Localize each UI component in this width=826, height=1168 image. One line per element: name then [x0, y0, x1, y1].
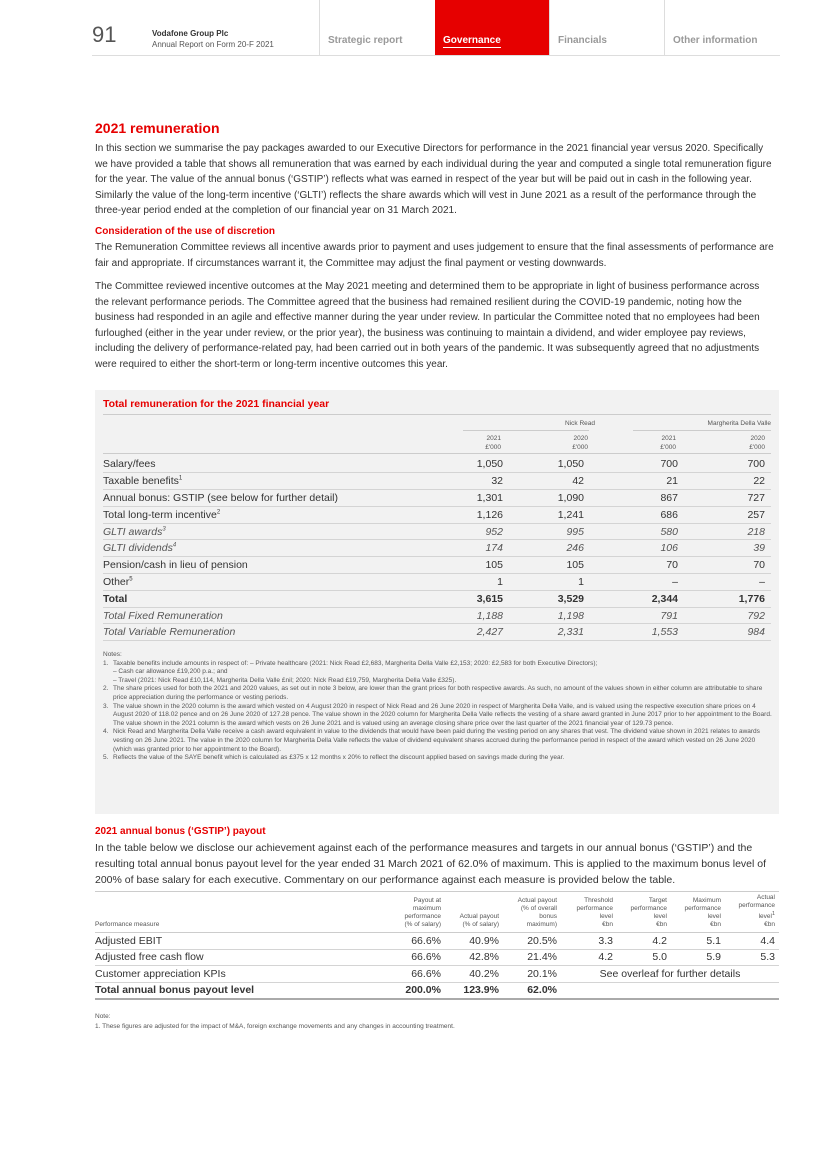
bonus-column-header: Threshold performance level €bn [561, 892, 617, 933]
person-header-row [103, 420, 771, 430]
bonus-row: Adjusted EBIT 66.6% 40.9% 20.5% 3.3 4.2 5.1 4.4 [95, 933, 779, 950]
bonus-row: Customer appreciation KPIs 66.6% 40.2% 20.1% See overleaf for further details [95, 966, 779, 983]
remuneration-row [103, 590, 771, 607]
row-value: 105 [503, 557, 590, 574]
report-name: Annual Report on Form 20-F 2021 [152, 40, 274, 49]
row-value: 1 [503, 574, 590, 591]
row-value: 22 [678, 473, 771, 490]
row-value: 39 [678, 540, 771, 557]
page-number: 91 [92, 22, 117, 47]
row-value: 1 [423, 574, 503, 591]
row-value: 3,615 [423, 590, 503, 607]
row-value: 257 [678, 506, 771, 523]
row-value: 867 [590, 490, 678, 507]
row-value: 2,331 [503, 624, 590, 641]
row-value: 792 [678, 607, 771, 624]
row-value: 1,188 [423, 607, 503, 624]
bonus-column-header: Payout at maximum performance (% of salary) [389, 892, 445, 933]
row-value: 1,241 [503, 506, 590, 523]
bonus-heading: 2021 annual bonus (‘GSTIP’) payout [95, 826, 266, 837]
tab-other-information[interactable]: Other information [664, 0, 780, 56]
row-value: 1,301 [423, 490, 503, 507]
row-label: Pension/cash in lieu of pension [103, 557, 423, 574]
discretion-heading: Consideration of the use of discretion [95, 226, 276, 237]
bonus-column-header: Target performance level €bn [617, 892, 671, 933]
person-name-2: Margherita Della Valle [707, 420, 771, 427]
row-label: GLTI dividends$^4$ [103, 540, 423, 557]
row-value: 1,553 [590, 624, 678, 641]
bonus-note-title: Note: [95, 1013, 111, 1020]
remuneration-row [103, 506, 771, 523]
row-value: 984 [678, 624, 771, 641]
row-value: 1,198 [503, 607, 590, 624]
tab-financials[interactable]: Financials [549, 0, 663, 56]
row-value: 2,427 [423, 624, 503, 641]
bonus-note-1: 1. These figures are adjusted for the impact of M&A, foreign exchange movements and any changes in accounting treatment. [95, 1023, 455, 1030]
remuneration-row [103, 456, 771, 473]
remuneration-table-title: Total remuneration for the 2021 financial year [103, 398, 330, 410]
tab-governance[interactable]: Governance [435, 0, 549, 56]
intro-paragraph: In this section we summarise the pay packages awarded to our Executive Directors for performance in the 2021 financial year versus 2020. Specifically we have provided a table that shows all remuneration that was earned by each individual during the year and computed a single total remuneration figure for the year. The value of the annual bonus (‘GSTIP’) reflects what was earned in respect of the year but will be paid out in cash in the following year. Similarly the value of the long-term incentive (‘GLTI’) reflects the share awards which will vest in June 2021 as a result of the performance through the three-year period ended at the completion of our financial year on 31 March 2021. [95, 143, 772, 216]
row-value: 2,344 [590, 590, 678, 607]
bonus-paragraph: In the table below we disclose our achievement against each of the performance measures and targets in our annual bonus (‘GSTIP’) and the resulting total annual bonus payout level for the year ended 31 March 2021 of 62.0% of maximum. This is applied to the maximum bonus level of 200% of base salary for each executive. Commentary on our performance against each measure is provided below the table. [95, 842, 767, 886]
note-item: 3. The value shown in the 2020 column is the award which vested on 4 August 2020 in respect of Nick Read and 26 June 2020 in respect of Margherita Della Valle, and is valued using the respective execution share prices on 4 August 2020 of 118.02 pence and on 26 June 2020 of 127.28 pence. The value shown in the 2020 column for Margherita Della Valle reflects the vesting of a share award granted in June 2017 prior to her appointment to the Board. The value shown in the 2021 column is the award which vests on 26 June 2021 and is valued using an average closing share price over the last quarter of the 2021 financial year of 129.73 pence. [103, 702, 772, 727]
note-item: 4. Nick Read and Margherita Della Valle receive a cash award equivalent in value to the dividends that would have been paid during the vesting period on any shares that vest. The dividend value shown in 2021 relates to awards vesting on 26 June 2021. The value in the 2020 column for Margherita Della Valle reflects the value of dividend equivalent shares accrued during the performance period in respect of the award which vested on 26 June 2020 (which was granted prior to her appointment to the Board). [103, 728, 760, 753]
row-value: 174 [423, 540, 503, 557]
row-label: Total Variable Remuneration [103, 624, 423, 641]
notes-title: Notes: [103, 651, 122, 658]
row-value: 105 [423, 557, 503, 574]
year-header-row [103, 434, 771, 454]
remuneration-row [103, 624, 771, 641]
row-value: 3,529 [503, 590, 590, 607]
bonus-column-header: Actual payout (% of overall bonus maximum) [503, 892, 561, 933]
row-value: 952 [423, 523, 503, 540]
row-value: – [678, 574, 771, 591]
row-value: 32 [423, 473, 503, 490]
row-value: 218 [678, 523, 771, 540]
row-label: Total long-term incentive$^2$ [103, 506, 423, 523]
row-label: Total Fixed Remuneration [103, 607, 423, 624]
bonus-row: Adjusted free cash flow 66.6% 42.8% 21.4% 4.2 5.0 5.9 5.3 [95, 949, 779, 966]
year-col-1: 2021 £'000 [485, 435, 501, 451]
bonus-column-header: Maximum performance level €bn [671, 892, 725, 933]
header-divider [92, 55, 780, 56]
remuneration-row [103, 574, 771, 591]
note-item: 5. Reflects the value of the SAYE benefit which is calculated as £375 x 12 months x 20% to reflect the discount applied based on savings made during the year. [103, 754, 565, 762]
row-value: 1,090 [503, 490, 590, 507]
row-value: 686 [590, 506, 678, 523]
row-value: 995 [503, 523, 590, 540]
tab-strategic-report[interactable]: Strategic report [319, 0, 433, 56]
remuneration-row [103, 473, 771, 490]
row-value: 246 [503, 540, 590, 557]
row-label: GLTI awards$^3$ [103, 523, 423, 540]
note-item: 2. The share prices used for both the 2021 and 2020 values, as set out in note 3 below, are lower than the grant prices for both respective awards. As such, no amount of the values shown in either column are attributable to share price appreciation during the performance or vesting periods. [103, 685, 763, 701]
note-item: 1. Taxable benefits include amounts in respect of: – Private healthcare (2021: Nick Read £2,683, Margherita Della Valle £2,153; 2020: £2,583 for both Executive Directors); – Cash car allowance £19,200 p.a.; and – Travel (2021: Nick Read £10,114, Margherita Della Valle £nil; 2020: Nick Read £19,759, Margherita Della Valle £325). [103, 659, 598, 684]
year-col-3: 2021 £'000 [660, 435, 676, 451]
row-value: 106 [590, 540, 678, 557]
row-value: 1,776 [678, 590, 771, 607]
remuneration-row [103, 557, 771, 574]
remuneration-table [103, 456, 771, 641]
row-value: – [590, 574, 678, 591]
title-divider [103, 414, 771, 415]
row-value: 70 [590, 557, 678, 574]
row-value: 1,126 [423, 506, 503, 523]
row-label: Salary/fees [103, 456, 423, 473]
bonus-notes [95, 1012, 455, 1032]
remuneration-row [103, 523, 771, 540]
year-col-4: 2020 £'000 [749, 435, 765, 451]
year-col-2: 2020 £'000 [572, 435, 588, 451]
page-header [92, 0, 780, 56]
row-value: 42 [503, 473, 590, 490]
row-label: Other$^5$ [103, 574, 423, 591]
row-value: 700 [678, 456, 771, 473]
row-value: 727 [678, 490, 771, 507]
row-value: 700 [590, 456, 678, 473]
row-value: 580 [590, 523, 678, 540]
remuneration-row [103, 490, 771, 507]
remuneration-row [103, 607, 771, 624]
bonus-column-header: Performance measure [95, 892, 389, 933]
row-value: 1,050 [503, 456, 590, 473]
bonus-column-header: Actual payout (% of salary) [445, 892, 503, 933]
bonus-table [95, 891, 779, 1000]
bonus-total-row: Total annual bonus payout level 200.0% 123.9% 62.0% [95, 982, 779, 999]
row-value: 21 [590, 473, 678, 490]
row-label: Annual bonus: GSTIP (see below for further detail) [103, 490, 423, 507]
remuneration-row [103, 540, 771, 557]
person-name-1: Nick Read [565, 420, 595, 427]
discretion-paragraph-1: The Remuneration Committee reviews all incentive awards prior to payment and uses judgement to ensure that the final assessments of performance are fair and appropriate. If circumstances warrant it, the Committee may adjust the final payment or vesting downwards. [95, 242, 774, 269]
row-label: Taxable benefits$^1$ [103, 473, 423, 490]
row-value: 1,050 [423, 456, 503, 473]
row-value: 70 [678, 557, 771, 574]
remuneration-notes [103, 651, 775, 763]
bonus-column-header: Actual performance level$^1$ €bn [725, 892, 779, 933]
company-name: Vodafone Group Plc [152, 29, 229, 38]
section-title: 2021 remuneration [95, 120, 220, 136]
row-value: 791 [590, 607, 678, 624]
discretion-paragraph-2: The Committee reviewed incentive outcomes at the May 2021 meeting and determined them to be appropriate in light of business performance across the relevant performance periods. The Committee agreed that the business had remained resilient during the COVID-19 pandemic, noting how the business had responded in an agile and effective manner during the year under review. In particular the Committee noted that no employees had been furloughed (either in the year under review, or the prior year), the business was continuing to maintain a dividend, and wider employee pay reviews, including the delivery of performance-related pay, had been carried out in both years of the pandemic. It was subsequently agreed that no adjustments were required to either the short-term or long-term incentive outcomes this year. [95, 281, 760, 370]
row-label: Total [103, 590, 423, 607]
